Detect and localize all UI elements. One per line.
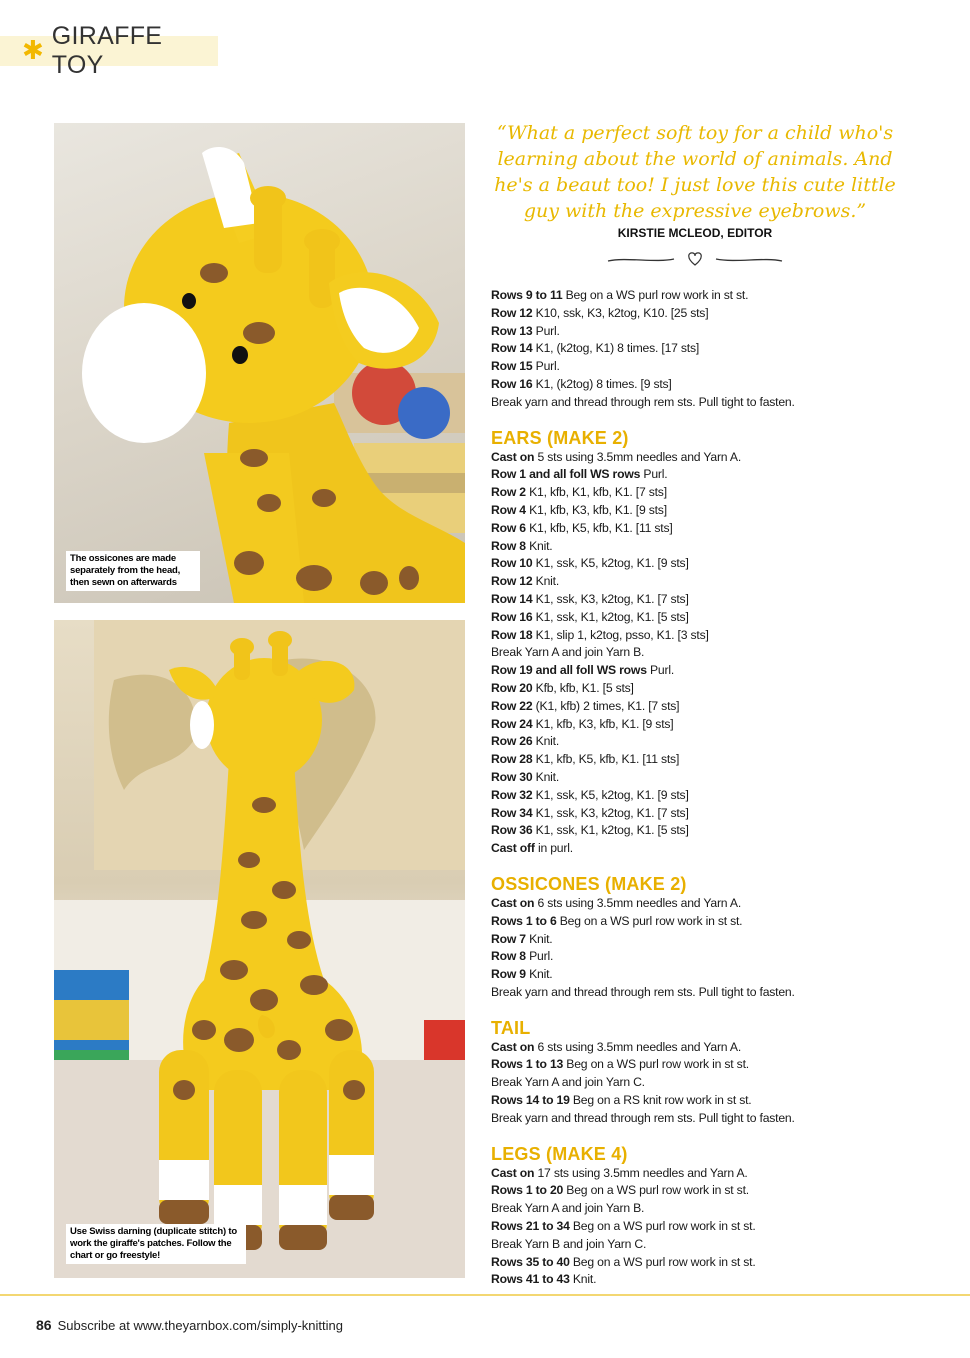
pattern-line: Row 1 and all foll WS rows Purl. xyxy=(491,467,668,482)
pattern-line: Row 22 (K1, kfb) 2 times, K1. [7 sts] xyxy=(491,698,680,713)
pattern-line: Row 8 Knit. xyxy=(491,538,553,553)
pattern-line: Break Yarn A and join Yarn C. xyxy=(491,1075,645,1090)
pattern-line: Row 26 Knit. xyxy=(491,734,560,749)
heart-divider-icon xyxy=(606,249,784,269)
pattern-line: Row 16 K1, ssk, K1, k2tog, K1. [5 sts] xyxy=(491,609,689,624)
section-heading-ears: EARS (MAKE 2) xyxy=(491,427,629,448)
pattern-line: Row 32 K1, ssk, K5, k2tog, K1. [9 sts] xyxy=(491,787,689,802)
footer-divider xyxy=(0,1294,970,1296)
subscribe-link[interactable]: Subscribe at www.theyarnbox.com/simply-knitting xyxy=(57,1318,343,1333)
pattern-instructions xyxy=(491,287,931,1289)
intro-lines xyxy=(491,287,931,412)
ossicones-lines xyxy=(491,895,931,1002)
pattern-line: Row 16 K1, (k2tog) 8 times. [9 sts] xyxy=(491,376,672,391)
page-footer xyxy=(36,1317,343,1333)
pattern-line: Row 36 K1, ssk, K1, k2tog, K1. [5 sts] xyxy=(491,823,689,838)
giraffe-head-photo xyxy=(54,123,465,603)
section-heading-legs: LEGS (MAKE 4) xyxy=(491,1143,628,1164)
pattern-line: Row 24 K1, kfb, K3, kfb, K1. [9 sts] xyxy=(491,716,674,731)
pattern-line: Rows 9 to 11 Beg on a WS purl row work in st st. xyxy=(491,288,749,302)
pattern-line: Row 15 Purl. xyxy=(491,359,560,374)
quote-author: KIRSTIE MCLEOD, EDITOR xyxy=(617,226,773,240)
pattern-line: Row 10 K1, ssk, K5, k2tog, K1. [9 sts] xyxy=(491,556,689,571)
ears-lines xyxy=(491,449,931,858)
pattern-line: Row 6 K1, kfb, K5, kfb, K1. [11 sts] xyxy=(491,520,673,535)
pattern-line: Row 7 Knit. xyxy=(491,931,553,946)
pattern-line: Break yarn and thread through rem sts. Pull tight to fasten. xyxy=(491,394,795,409)
pattern-line: Row 8 Purl. xyxy=(491,949,554,964)
pattern-line: Rows 14 to 19 Beg on a RS knit row work in st st. xyxy=(491,1093,752,1108)
pattern-line: Row 14 K1, ssk, K3, k2tog, K1. [7 sts] xyxy=(491,591,689,606)
section-header xyxy=(0,22,218,79)
pattern-line: Row 34 K1, ssk, K3, k2tog, K1. [7 sts] xyxy=(491,805,689,820)
pattern-line: Break yarn and thread through rem sts. Pull tight to fasten. xyxy=(491,984,795,999)
section-title: GIRAFFE TOY xyxy=(51,22,163,79)
legs-lines xyxy=(491,1165,931,1290)
pattern-line: Row 9 Knit. xyxy=(491,967,553,982)
pattern-line: Break Yarn B and join Yarn C. xyxy=(491,1236,647,1251)
giraffe-full-photo xyxy=(54,620,465,1278)
photo-caption-swiss-darning: Use Swiss darning (duplicate stitch) to work the giraffe's patches. Follow the chart or go freestyle! xyxy=(66,1224,246,1264)
pattern-line: Row 13 Purl. xyxy=(491,323,560,338)
pattern-line: Rows 1 to 20 Beg on a WS purl row work in st st. xyxy=(491,1183,749,1198)
pattern-line: Rows 21 to 34 Beg on a WS purl row work in st st. xyxy=(491,1219,756,1234)
photo-caption-ossicones: The ossicones are made separately from the head, then sewn on afterwards xyxy=(66,551,200,591)
pattern-line: Rows 41 to 43 Knit. xyxy=(491,1272,597,1287)
pattern-line: Row 14 K1, (k2tog, K1) 8 times. [17 sts] xyxy=(491,341,700,356)
pattern-line: Rows 1 to 6 Beg on a WS purl row work in st st. xyxy=(491,913,743,928)
pattern-line: Row 20 Kfb, kfb, K1. [5 sts] xyxy=(491,680,634,695)
pattern-line: Cast on 17 sts using 3.5mm needles and Yarn A. xyxy=(491,1165,748,1180)
tail-lines xyxy=(491,1039,931,1128)
pattern-line: Break yarn and thread through rem sts. Pull tight to fasten. xyxy=(491,1110,795,1125)
pattern-line: Cast on 5 sts using 3.5mm needles and Yarn A. xyxy=(491,449,742,464)
pattern-line: Rows 35 to 40 Beg on a WS purl row work in st st. xyxy=(491,1254,756,1269)
pattern-line: Row 12 K10, ssk, K3, k2tog, K10. [25 sts] xyxy=(491,305,709,320)
pattern-line: Row 2 K1, kfb, K1, kfb, K1. [7 sts] xyxy=(491,485,667,500)
pattern-line: Break Yarn A and join Yarn B. xyxy=(491,645,645,660)
pattern-line: Row 28 K1, kfb, K5, kfb, K1. [11 sts] xyxy=(491,752,680,767)
pattern-line: Row 18 K1, slip 1, k2tog, psso, K1. [3 sts] xyxy=(491,627,709,642)
pattern-line: Row 19 and all foll WS rows Purl. xyxy=(491,663,675,678)
pattern-line: Break Yarn A and join Yarn B. xyxy=(491,1201,645,1216)
pattern-line: Rows 1 to 13 Beg on a WS purl row work in st st. xyxy=(491,1057,749,1072)
section-heading-ossicones: OSSICONES (MAKE 2) xyxy=(491,873,687,894)
asterisk-icon: ✱ xyxy=(22,36,44,66)
page-number: 86 xyxy=(36,1317,52,1333)
pattern-line: Cast on 6 sts using 3.5mm needles and Yarn A. xyxy=(491,895,742,910)
editor-quote: “What a perfect soft toy for a child who's learning about the world of animals. And he's a beaut too! I just love this cute little guy with the expressive eyebrows.” xyxy=(494,122,896,222)
pattern-line: Row 4 K1, kfb, K3, kfb, K1. [9 sts] xyxy=(491,502,667,517)
pattern-line: Cast on 6 sts using 3.5mm needles and Yarn A. xyxy=(491,1039,742,1054)
pattern-line: Row 12 Knit. xyxy=(491,574,560,589)
section-heading-tail: TAIL xyxy=(491,1017,531,1038)
pattern-line: Cast off in purl. xyxy=(491,841,573,856)
pattern-line: Row 30 Knit. xyxy=(491,769,560,784)
